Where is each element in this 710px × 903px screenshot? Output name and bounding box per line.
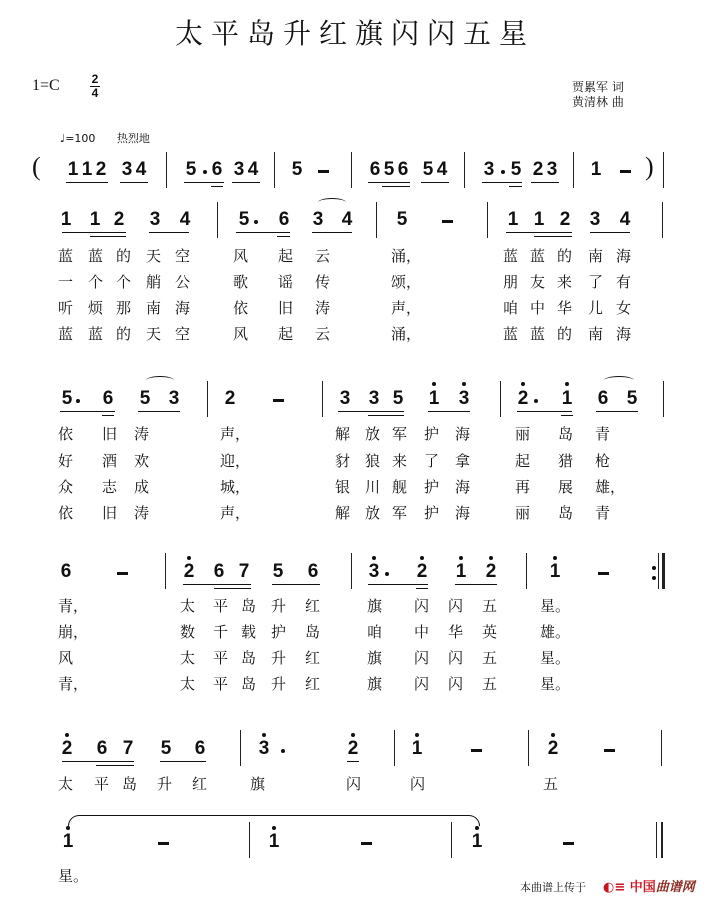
note: 6 [213, 561, 225, 582]
note: 2 [95, 159, 107, 180]
note: 1 [507, 209, 519, 230]
note: 1 [533, 209, 545, 230]
note: 5 [61, 388, 73, 409]
note: 2 [532, 159, 544, 180]
note: 1 [60, 209, 72, 230]
note: 4 [341, 209, 353, 230]
note: 5 [392, 388, 404, 409]
open-parenthesis: ( [32, 152, 41, 181]
lyric-verse-1: 星。 [58, 867, 89, 885]
upload-note: 本曲谱上传于 [520, 881, 586, 894]
note: 3 [368, 388, 380, 409]
note: 5 [396, 209, 408, 230]
note: 1 [549, 561, 561, 582]
note: 6 [211, 159, 223, 180]
note: 3 [458, 388, 470, 409]
note: 3 [168, 388, 180, 409]
note: 6 [60, 561, 72, 582]
note: 1 [81, 159, 93, 180]
note: 4 [247, 159, 259, 180]
note: 1 [561, 388, 573, 409]
note: 3 [368, 561, 380, 582]
music-score-logo-icon: ◐≡ [603, 880, 626, 895]
close-parenthesis: ) [645, 152, 654, 181]
final-barline [661, 822, 663, 858]
note: 3 [339, 388, 351, 409]
note: 5 [139, 388, 151, 409]
note: 3 [546, 159, 558, 180]
note: 1 [67, 159, 79, 180]
composer: 黄清林 曲 [572, 95, 624, 109]
note: 1 [455, 561, 467, 582]
note: 5 [185, 159, 197, 180]
note: 1 [89, 209, 101, 230]
note: 4 [179, 209, 191, 230]
note: 2 [517, 388, 529, 409]
note: 7 [238, 561, 250, 582]
note: 7 [122, 738, 134, 759]
note: 5 [383, 159, 395, 180]
note: 3 [149, 209, 161, 230]
note: 1 [590, 159, 602, 180]
note: 3 [312, 209, 324, 230]
logo-text-qupuwang: 曲谱网 [655, 880, 695, 895]
tempo-value: ♩=100 [60, 132, 96, 145]
note: 6 [597, 388, 609, 409]
note: 3 [233, 159, 245, 180]
note: 2 [113, 209, 125, 230]
repeat-end-barline [662, 553, 665, 589]
note: 5 [626, 388, 638, 409]
note: 2 [559, 209, 571, 230]
note: 1 [268, 831, 280, 852]
note: 6 [96, 738, 108, 759]
note: 2 [485, 561, 497, 582]
note: 5 [291, 159, 303, 180]
note: 2 [61, 738, 73, 759]
note: 2 [183, 561, 195, 582]
note: 4 [619, 209, 631, 230]
note: 2 [416, 561, 428, 582]
note: 2 [547, 738, 559, 759]
key-signature: 1=C [32, 77, 60, 94]
note: 6 [369, 159, 381, 180]
logo-text-zhongguo: 中国 [629, 880, 656, 895]
tempo-marking [60, 130, 168, 146]
time-signature-top: 2 [91, 72, 99, 86]
site-logo[interactable] [603, 876, 695, 895]
note: 3 [589, 209, 601, 230]
note: 1 [62, 831, 74, 852]
time-signature [90, 74, 100, 99]
note: 2 [224, 388, 236, 409]
note: 5 [272, 561, 284, 582]
credits [572, 80, 624, 110]
expression-marking: 热烈地 [116, 132, 150, 145]
note: 1 [411, 738, 423, 759]
note: 4 [135, 159, 147, 180]
note: 6 [307, 561, 319, 582]
note: 5 [238, 209, 250, 230]
note: 1 [471, 831, 483, 852]
lyricist: 贾累军 词 [572, 80, 624, 94]
note: 6 [278, 209, 290, 230]
note: 4 [436, 159, 448, 180]
note: 3 [483, 159, 495, 180]
note: 3 [258, 738, 270, 759]
note: 5 [510, 159, 522, 180]
note: 6 [194, 738, 206, 759]
note: 5 [160, 738, 172, 759]
note: 1 [428, 388, 440, 409]
note: 6 [102, 388, 114, 409]
note: 5 [422, 159, 434, 180]
note: 3 [121, 159, 133, 180]
time-signature-bottom: 4 [91, 86, 99, 100]
tie [68, 815, 480, 826]
note: 2 [347, 738, 359, 759]
score-title: 太平岛升红旗闪闪五星 [174, 17, 535, 50]
note: 6 [397, 159, 409, 180]
